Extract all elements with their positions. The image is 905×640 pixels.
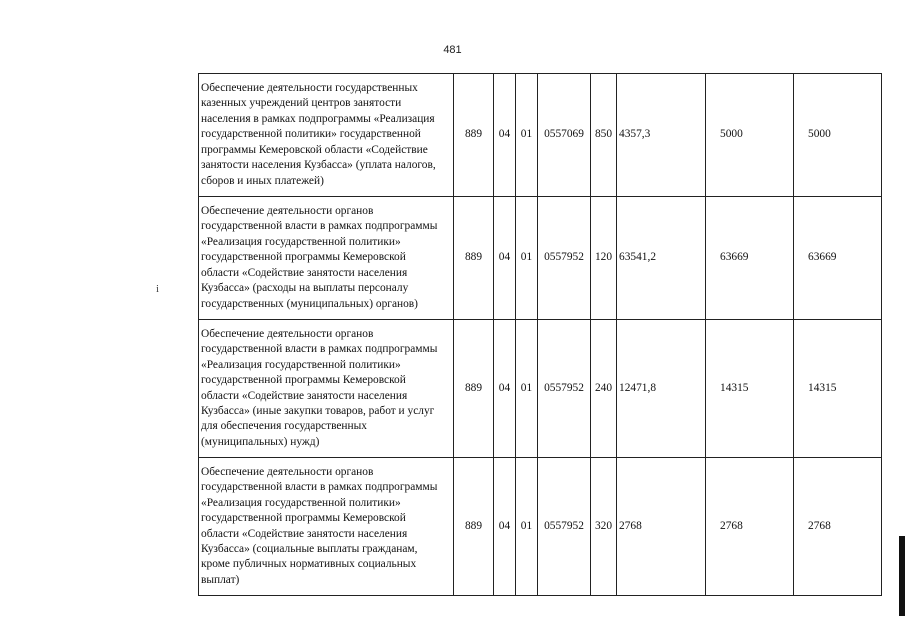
amount-year-2: 14315 xyxy=(706,320,794,458)
amount-year-3: 63669 xyxy=(794,197,882,320)
amount-year-2: 5000 xyxy=(706,74,794,197)
amount-year-2: 2768 xyxy=(706,458,794,596)
expense-type-code: 120 xyxy=(591,197,617,320)
scan-edge-shadow xyxy=(899,536,905,616)
page-number: 481 xyxy=(443,44,462,56)
amount-year-1: 12471,8 xyxy=(617,320,706,458)
amount-year-3: 14315 xyxy=(794,320,882,458)
amount-year-1: 63541,2 xyxy=(617,197,706,320)
ministry-code: 889 xyxy=(454,74,494,197)
target-article-code: 0557952 xyxy=(538,320,591,458)
table-row xyxy=(199,458,882,596)
subsection-code: 01 xyxy=(516,458,538,596)
expense-type-code: 240 xyxy=(591,320,617,458)
ministry-code: 889 xyxy=(454,320,494,458)
row-description: Обеспечение деятельности органов государственной власти в рамках подпрограммы «Реализация государственной политики» государственной программы Кемеровской области «Содействие занятости населения Кузбасса» (социальные выплаты гражданам, кроме публичных нормативных социальных выплат) xyxy=(199,458,454,596)
table-row xyxy=(199,197,882,320)
table-row xyxy=(199,74,882,197)
ministry-code: 889 xyxy=(454,458,494,596)
amount-year-1: 4357,3 xyxy=(617,74,706,197)
amount-year-3: 5000 xyxy=(794,74,882,197)
table-row xyxy=(199,320,882,458)
ministry-code: 889 xyxy=(454,197,494,320)
section-code: 04 xyxy=(494,458,516,596)
target-article-code: 0557952 xyxy=(538,197,591,320)
amount-year-1: 2768 xyxy=(617,458,706,596)
subsection-code: 01 xyxy=(516,74,538,197)
expense-type-code: 320 xyxy=(591,458,617,596)
stray-scan-mark: i xyxy=(156,283,160,295)
amount-year-2: 63669 xyxy=(706,197,794,320)
target-article-code: 0557952 xyxy=(538,458,591,596)
subsection-code: 01 xyxy=(516,197,538,320)
expense-type-code: 850 xyxy=(591,74,617,197)
row-description: Обеспечение деятельности государственных казенных учреждений центров занятости населения в рамках подпрограммы «Реализация государственной политики» государственной программы Кемеровской области «Содействие занятости населения Кузбасса» (уплата налогов, сборов и иных платежей) xyxy=(199,74,454,197)
budget-table xyxy=(198,73,882,596)
amount-year-3: 2768 xyxy=(794,458,882,596)
target-article-code: 0557069 xyxy=(538,74,591,197)
section-code: 04 xyxy=(494,74,516,197)
section-code: 04 xyxy=(494,197,516,320)
row-description: Обеспечение деятельности органов государственной власти в рамках подпрограммы «Реализация государственной политики» государственной программы Кемеровской области «Содействие занятости населения Кузбасса» (расходы на выплаты персоналу государственных (муниципальных) органов) xyxy=(199,197,454,320)
subsection-code: 01 xyxy=(516,320,538,458)
row-description: Обеспечение деятельности органов государственной власти в рамках подпрограммы «Реализация государственной политики» государственной программы Кемеровской области «Содействие занятости населения Кузбасса» (иные закупки товаров, работ и услуг для обеспечения государственных (муниципальных) нужд) xyxy=(199,320,454,458)
section-code: 04 xyxy=(494,320,516,458)
